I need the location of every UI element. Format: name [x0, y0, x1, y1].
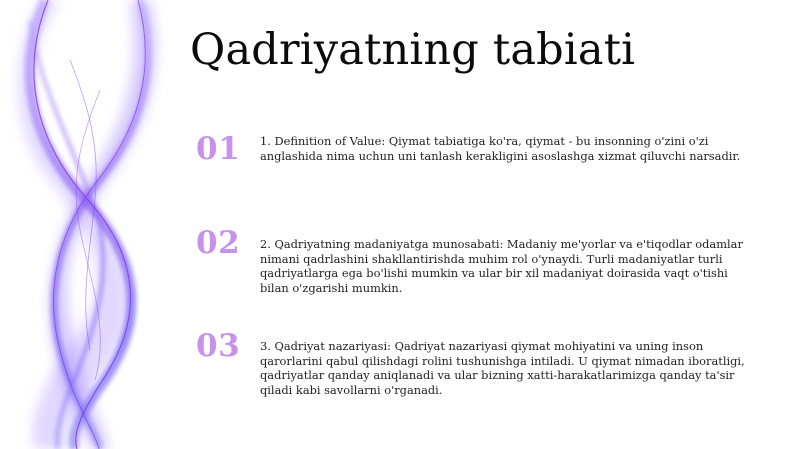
item-text: 2. Qadriyatning madaniyatga munosabati: Madaniy me'yorlar va e'tiqodlar odamlar nimani qadrlashini shakllantirishda muhim rol o'ynaydi. Turli madaniyatlar turli qadriyatlarga ega bo'lishi mumkin va ular bir xil madaniyat doirasida vaqt o'tishi bilan o'zgarishi mumkin. [260, 237, 743, 295]
item-number: 03 [196, 328, 241, 364]
decorative-ribbon-graphic [0, 0, 200, 449]
item-number: 01 [196, 131, 241, 167]
item-text: 3. Qadriyat nazariyasi: Qadriyat nazariyasi qiymat mohiyatini va uning inson qarorlarini qabul qilishdagi rolini tushunishga intiladi. U qiymat nimadan iboratligi, qadriyatlar qanday aniqlanadi va ular bizning xatti-harakatlarimizga qanday ta'sir qiladi kabi savollarni o'rganadi. [260, 339, 745, 397]
item-number: 02 [196, 225, 241, 261]
slide-title: Qadriyatning tabiati [190, 25, 636, 75]
item-text: 1. Definition of Value: Qiymat tabiatiga ko'ra, qiymat - bu insonning o'zini o'zi anglashida nima uchun uni tanlash kerakligini asoslashga xizmat qiluvchi narsadir. [260, 134, 741, 163]
